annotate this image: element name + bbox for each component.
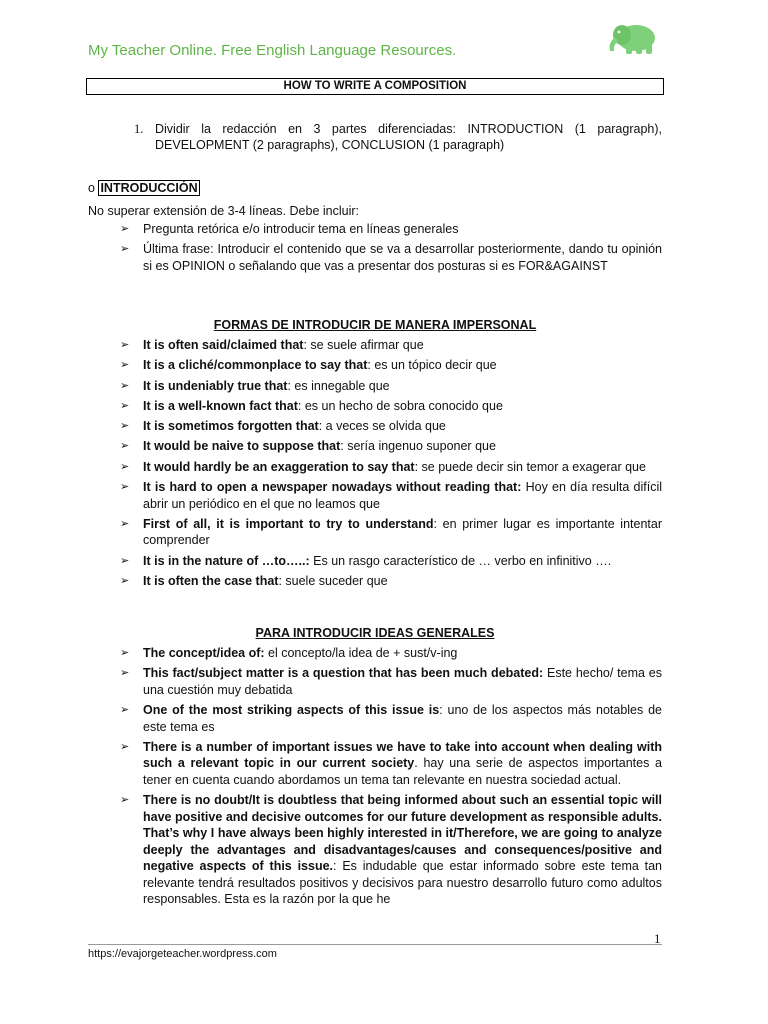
intro-heading: INTRODUCCIÓN [100,181,198,195]
list-item [120,378,662,395]
general-list [120,645,662,911]
footer-divider [88,944,662,945]
list-item [120,665,662,698]
arrow-bullet-icon: ➢ [120,794,130,807]
bold-phrase: It would be naive to suppose that [143,439,341,454]
item-text: : suele suceder que [278,573,388,588]
item-text: : a veces se olvida que [318,419,446,434]
intro-paragraph: No superar extensión de 3-4 líneas. Debe incluir: [88,204,359,218]
intro-list [120,221,662,278]
item-text: Última frase: Introducir el contenido que se va a desarrollar posteriormente, dando tu opinión si es OPINION o señalando que vas a presentar dos posturas si es FOR&AGAINST [143,242,662,273]
item-text: Este hecho/ tema es una cuestión muy debatida [143,666,662,697]
bullet-marker: o [88,181,95,195]
impersonal-list [120,337,662,593]
arrow-bullet-icon: ➢ [120,704,130,717]
arrow-bullet-icon: ➢ [120,223,130,235]
list-item [120,337,662,354]
arrow-bullet-icon: ➢ [120,460,130,473]
numbered-item [134,121,662,153]
arrow-bullet-icon: ➢ [120,517,130,530]
item-text: Pregunta retórica e/o introducir tema en líneas generales [143,222,459,236]
site-title: My Teacher Online. Free English Language Resources. [88,42,457,59]
arrow-bullet-icon: ➢ [120,481,130,494]
impersonal-heading: FORMAS DE INTRODUCIR DE MANERA IMPERSONAL [213,318,537,332]
bold-phrase: There is a number of important issues we have to take into account when dealing with such a relevant topic in our current society [143,739,662,771]
bold-phrase: It is often said/claimed that [143,338,304,352]
list-item [120,357,662,374]
bold-phrase: It would hardly be an exaggeration to say that [143,459,415,474]
item-text: el concepto/la idea de + sust/v-ing [264,646,458,660]
arrow-bullet-icon: ➢ [120,667,130,680]
bold-phrase: It is a well-known fact that [143,398,298,413]
page-number: 1 [654,931,661,946]
elephant-icon [606,21,660,55]
item-text: Dividir la redacción en 3 partes diferenciadas: INTRODUCTION (1 paragraph), DEVELOPMENT (2 paragraphs), CONCLUSION (1 paragraph) [155,122,662,152]
bold-phrase: First of all, it is important to try to understand [143,516,434,531]
general-heading: PARA INTRODUCIR IDEAS GENERALES [255,626,495,640]
arrow-bullet-icon: ➢ [120,574,130,587]
list-item [120,221,662,238]
item-text: . hay una serie de aspectos importantes a tener en cuenta cuando abordamos un tema tan relevante en nuestra sociedad actual. [143,756,662,787]
arrow-bullet-icon: ➢ [120,359,130,372]
arrow-bullet-icon: ➢ [120,339,130,351]
bold-phrase: One of the most striking aspects of this issue is [143,703,440,718]
bold-phrase: It is hard to open a newspaper nowadays without reading that: [143,480,522,495]
bold-phrase: There is no doubt/It is doubtless that being informed about such an essential topic will have positive and decisive outcomes for our future development as responsible adults. That’s why I have always been highly interested in it/Therefore, we are going to analyze deeply the advantages and disadvantages/causes and consequences/positive and negative aspects of this issue. [143,793,662,874]
item-text: : sería ingenuo suponer que [340,439,496,454]
item-text: : Es indudable que estar informado sobre este tema tan relevante tendrá resultados positivos y decisivos para nuestro desarrollo futuro como adultos responsables. Esta es la razón por la que he [143,859,663,907]
list-item [120,702,662,735]
item-text: : en primer lugar es importante intentar comprender [143,516,663,548]
item-text: Es un rasgo característico de … verbo en infinitivo …. [309,553,612,568]
item-text: : uno de los aspectos más notables de este tema es [143,703,662,734]
arrow-bullet-icon: ➢ [120,420,130,433]
list-item [120,573,662,590]
list-item [120,553,662,570]
bold-phrase: The concept/idea of: [143,646,265,660]
arrow-bullet-icon: ➢ [120,554,130,567]
document-title: HOW TO WRITE A COMPOSITION [86,78,664,95]
item-text: : es un hecho de sobra conocido que [297,398,503,413]
list-item [120,398,662,415]
arrow-bullet-icon: ➢ [120,243,130,256]
bold-phrase: It is a cliché/commonplace to say that [143,358,368,373]
arrow-bullet-icon: ➢ [120,740,130,753]
bold-phrase: It is in the nature of …to…..: [143,553,310,568]
list-item [120,739,662,789]
list-item [120,241,662,274]
list-item [120,479,662,512]
arrow-bullet-icon: ➢ [120,399,130,412]
list-item [120,438,662,455]
list-item [120,459,662,476]
item-number: 1. [134,122,144,136]
item-text: Hoy en día resulta difícil abrir un periódico en el que no leamos que [143,480,662,511]
intro-heading-line [88,180,200,196]
list-item [120,516,662,549]
list-item [120,645,662,662]
item-text: : es un tópico decir que [367,358,497,373]
footer-url: https://evajorgeteacher.wordpress.com [88,948,277,960]
bold-phrase: This fact/subject matter is a question that has been much debated: [143,666,544,681]
item-text: : se puede decir sin temor a exagerar que [414,459,646,474]
item-text: : se suele afirmar que [303,338,424,352]
bold-phrase: It is undeniably true that [143,378,288,393]
arrow-bullet-icon: ➢ [120,647,130,659]
list-item [120,792,662,908]
list-item [120,418,662,435]
arrow-bullet-icon: ➢ [120,440,130,453]
item-text: : es innegable que [287,378,390,393]
bold-phrase: It is sometimos forgotten that [143,419,319,434]
arrow-bullet-icon: ➢ [120,379,130,392]
bold-phrase: It is often the case that [143,573,279,588]
